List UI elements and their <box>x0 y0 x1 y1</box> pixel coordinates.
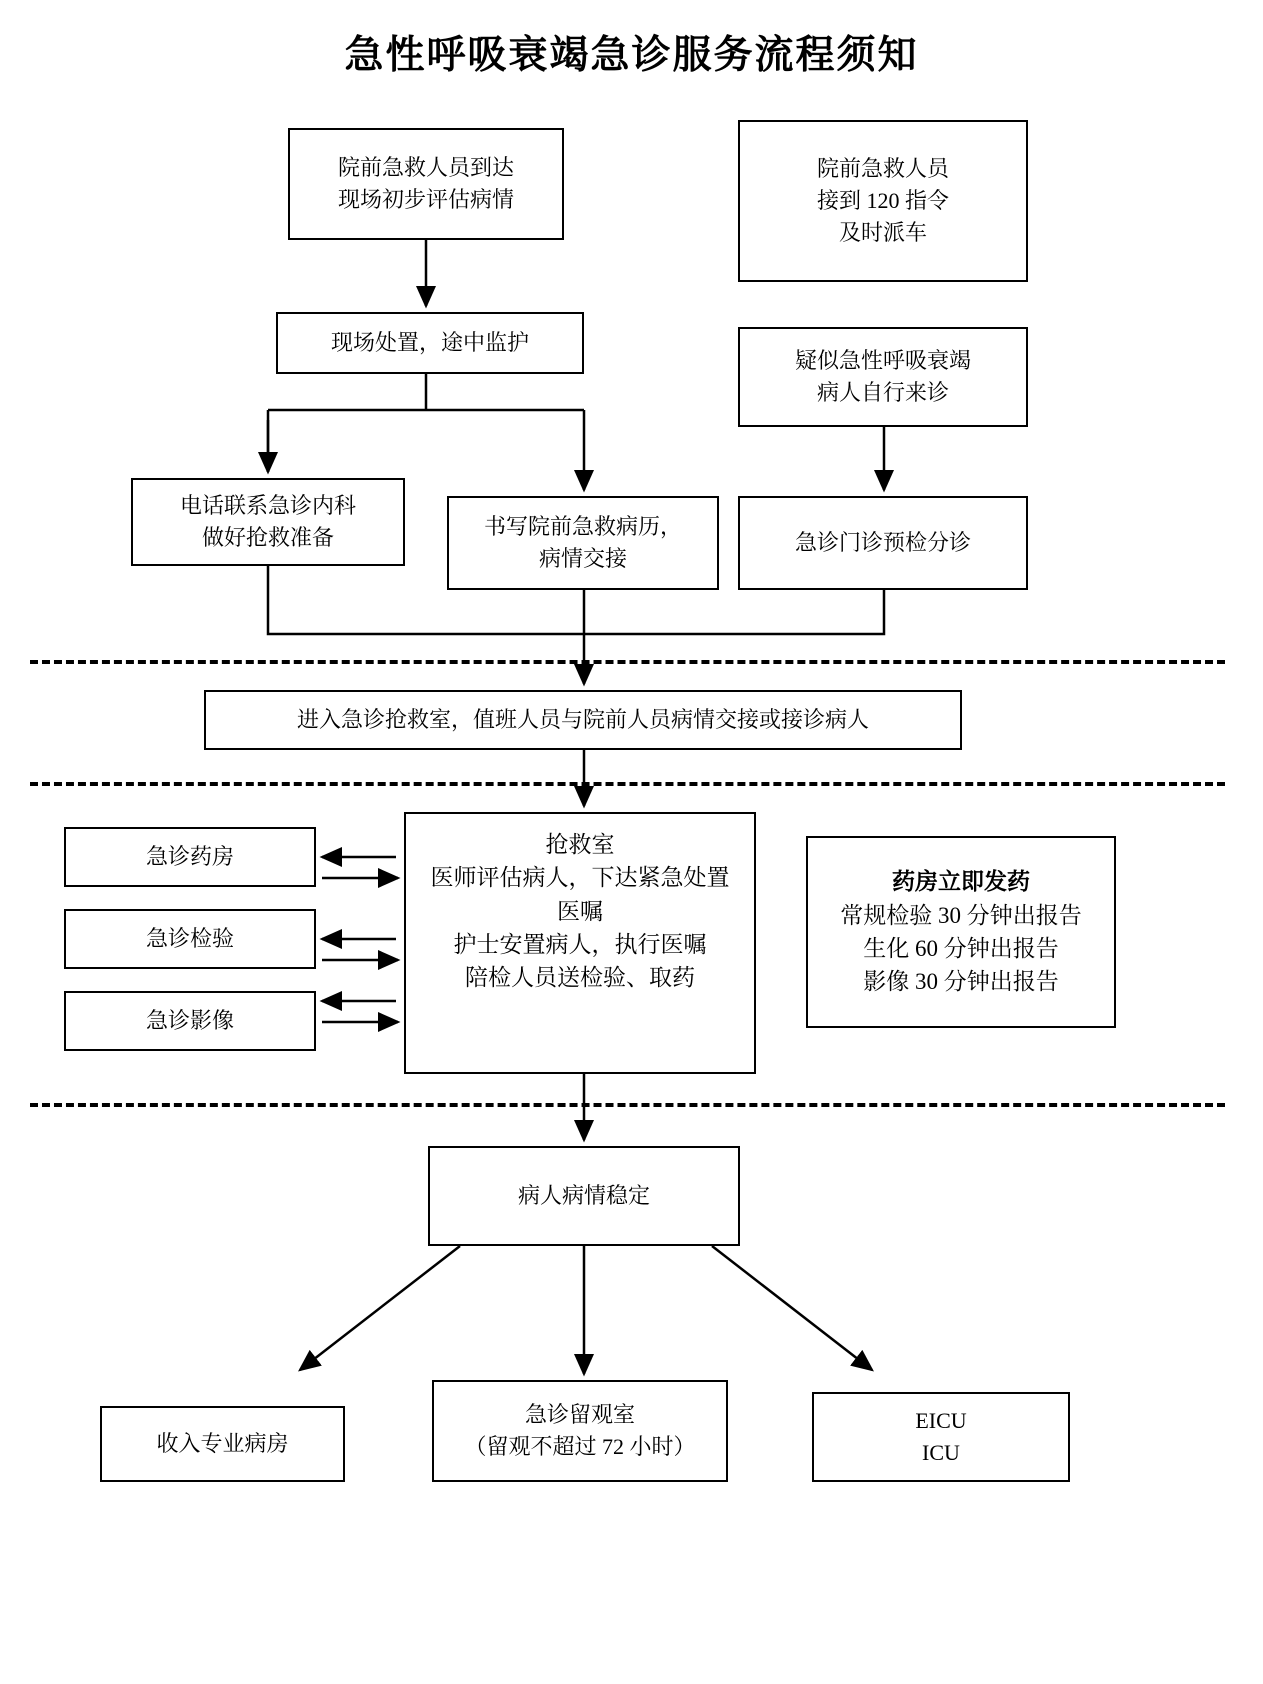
node-line: 病人病情稳定 <box>517 1183 650 1209</box>
node-line: 病情交接 <box>538 546 627 571</box>
section-divider-1 <box>30 660 1225 664</box>
node-line: 抢救室 <box>545 832 615 857</box>
section-divider-2 <box>30 782 1225 786</box>
node-prehospital-arrive <box>288 128 564 240</box>
node-line: 及时派车 <box>838 219 927 245</box>
node-emergency-lab <box>64 909 316 969</box>
node-line: 医嘱 <box>557 898 603 924</box>
node-observation-room <box>432 1380 728 1482</box>
node-line: 现场处置，途中监护 <box>330 330 529 356</box>
edge-stable-to-eicu <box>712 1246 872 1370</box>
node-line: 病人自行来诊 <box>816 380 949 405</box>
node-line: 做好抢救准备 <box>201 525 334 550</box>
node-line: 急诊检验 <box>145 926 234 952</box>
node-line: 急诊门诊预检分诊 <box>794 530 971 556</box>
node-self-visit <box>738 327 1028 427</box>
node-line: 院前急救人员到达 <box>337 155 514 181</box>
node-line: ICU <box>922 1440 960 1465</box>
node-line: 影像 30 分钟出报告 <box>863 969 1059 995</box>
node-emergency-pharmacy <box>64 827 316 887</box>
node-write-record <box>447 496 719 590</box>
node-line: EICU <box>915 1408 967 1434</box>
node-patient-stable <box>428 1146 740 1246</box>
node-line: 电话联系急诊内科 <box>179 493 356 519</box>
node-line: 药房立即发药 <box>892 869 1030 895</box>
node-line: 进入急诊抢救室，值班人员与院前人员病情交接或接诊病人 <box>296 707 869 733</box>
node-line: 接到 120 指令 <box>816 188 949 214</box>
node-line: 院前急救人员 <box>816 156 949 182</box>
edge-onsite-split <box>268 374 584 472</box>
node-eicu <box>812 1392 1070 1482</box>
node-report-timing <box>806 836 1116 1028</box>
node-triage <box>738 496 1028 590</box>
page-title: 急性呼吸衰竭急诊服务流程须知 <box>344 34 919 77</box>
node-line: 急诊影像 <box>145 1008 234 1034</box>
node-emergency-imaging <box>64 991 316 1051</box>
node-admit-ward <box>100 1406 345 1482</box>
node-call-internal-medicine <box>131 478 405 566</box>
node-line: 护士安置病人，执行医嘱 <box>453 932 707 958</box>
node-line: 医师评估病人，下达紧急处置 <box>430 865 730 891</box>
node-line: 书写院前急救病历， <box>483 514 682 540</box>
section-divider-3 <box>30 1103 1225 1107</box>
node-line: 急诊药房 <box>145 844 234 870</box>
node-line: 生化 60 分钟出报告 <box>863 936 1059 961</box>
node-line: 收入专业病房 <box>156 1431 289 1457</box>
edge-triage-to-bus <box>584 590 884 634</box>
edge-stable-to-ward <box>300 1246 460 1370</box>
node-line: （留观不超过 72 小时） <box>464 1434 696 1459</box>
node-rescue-room-detail <box>404 812 756 1074</box>
node-line: 常规检验 30 分钟出报告 <box>840 902 1082 928</box>
node-line: 陪检人员送检验、取药 <box>465 965 695 991</box>
node-dispatch-120 <box>738 120 1028 282</box>
node-line: 现场初步评估病情 <box>337 187 514 212</box>
node-enter-rescue-room <box>204 690 962 750</box>
node-line: 疑似急性呼吸衰竭 <box>794 348 971 374</box>
node-onsite-care <box>276 312 584 374</box>
node-line: 急诊留观室 <box>524 1402 635 1428</box>
